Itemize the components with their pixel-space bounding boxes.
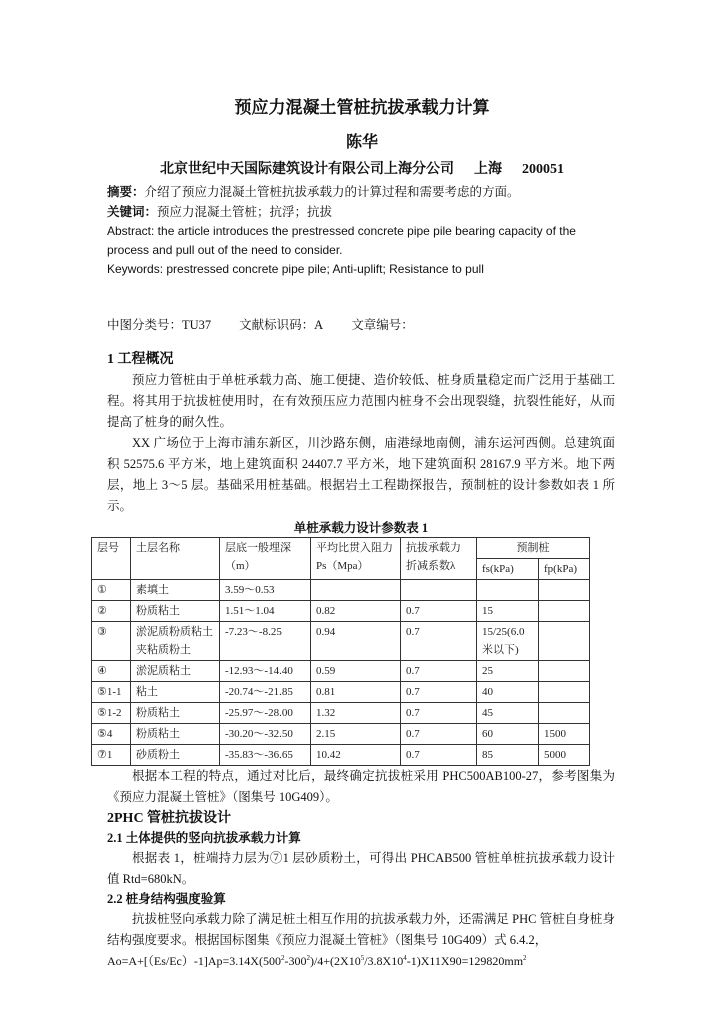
header-cell: 层底一般埋深（m）: [220, 538, 311, 580]
table-cell: -30.20～-32.50: [220, 724, 311, 745]
table-cell: ③: [92, 622, 131, 661]
header-cell: fp(kPa): [539, 559, 590, 580]
table-row: [92, 661, 590, 682]
table-cell: ④: [92, 661, 131, 682]
parameter-table: [91, 537, 590, 766]
table-cell: [539, 580, 590, 601]
header-cell: 抗拔承载力折减系数λ: [401, 538, 477, 580]
table-cell: [539, 622, 590, 661]
table-caption: 单桩承载力设计参数表 1: [293, 521, 429, 535]
doc-code: 文献标识码：A: [239, 318, 324, 332]
table-cell: 0.81: [311, 682, 401, 703]
section21-text: 根据表 1，桩端持力层为⑦1 层砂质粉土，可得出 PHCAB500 管桩单桩抗拔承载力设计值 Rtd=680kN。: [107, 851, 615, 886]
table-cell: 3.59～0.53: [220, 580, 311, 601]
table-cell: 砂质粉土: [131, 745, 220, 766]
table-cell: 0.7: [401, 682, 477, 703]
section1-heading: 1 工程概况: [107, 352, 174, 367]
formula-exp: 2: [523, 954, 527, 962]
table-cell: 粘土: [131, 682, 220, 703]
table-cell: 粉质粘土: [131, 601, 220, 622]
table-cell: ⑤1-1: [92, 682, 131, 703]
formula-part: -1)X11X90=129820mm: [406, 954, 524, 968]
formula: [107, 951, 615, 971]
table-cell: ②: [92, 601, 131, 622]
affiliation-postcode: 200051: [522, 162, 564, 177]
table-cell: 0.7: [401, 661, 477, 682]
affiliation-city: 上海: [474, 162, 502, 177]
table-cell: 2.15: [311, 724, 401, 745]
keywords-text: 预应力混凝土管桩；抗浮；抗拔: [157, 205, 333, 219]
table-header-row: [92, 538, 590, 559]
table-cell: 淤泥质粘土: [131, 661, 220, 682]
table-cell: [539, 682, 590, 703]
abstract-label: 摘要：: [107, 185, 145, 199]
clc-code: 中图分类号：TU37: [107, 318, 212, 332]
section2-heading: 2PHC 管桩抗拔设计: [107, 811, 232, 826]
header-cell: 层号: [92, 538, 131, 580]
table-cell: 1.51～1.04: [220, 601, 311, 622]
table-cell: -25.97～-28.00: [220, 703, 311, 724]
formula-part: -300: [284, 954, 307, 968]
document-title: 预应力混凝土管桩抗拔承载力计算: [234, 98, 490, 117]
table-cell: 15/25(6.0米以下): [477, 622, 539, 661]
table-row: [92, 580, 590, 601]
table-cell: 0.7: [401, 745, 477, 766]
table-cell: 粉质粘土: [131, 724, 220, 745]
formula-part: Ao=A+[（Es/Ec）-1]Ap=3.14X(500: [107, 954, 281, 968]
affiliation: [40, 160, 684, 180]
table-cell: 0.82: [311, 601, 401, 622]
header-cell: 土层名称: [131, 538, 220, 580]
table-row: [92, 724, 590, 745]
header-cell: fs(kPa): [477, 559, 539, 580]
table-cell: 10.42: [311, 745, 401, 766]
table-row: [92, 682, 590, 703]
abstract-en-line1: Abstract: the article introduces the prestressed concrete pipe pile bearing capacity of the: [107, 224, 576, 238]
formula-exp: 5: [360, 954, 365, 962]
keywords-en: Keywords: prestressed concrete pipe pile; Anti-uplift; Resistance to pull: [107, 262, 484, 276]
table-cell: ⑤4: [92, 724, 131, 745]
table-cell: [477, 580, 539, 601]
table-cell: 85: [477, 745, 539, 766]
article-no: 文章编号：: [351, 318, 414, 332]
header-cell: 平均比贯入阻力 Ps（Mpa）: [311, 538, 401, 580]
table-cell: [539, 703, 590, 724]
section22-text: 抗拔桩竖向承载力除了满足桩土相互作用的抗拔承载力外，还需满足 PHC 管桩自身桩身结构强度要求。根据国标图集《预应力混凝土管桩》（图集号 10G409）式 6.4.2，: [107, 912, 615, 947]
abstract-cn: [107, 182, 615, 202]
table-cell: -35.83～-36.65: [220, 745, 311, 766]
table-cell: [311, 580, 401, 601]
table-cell: 0.7: [401, 703, 477, 724]
table-cell: 素填土: [131, 580, 220, 601]
table-cell: ⑤1-2: [92, 703, 131, 724]
header-cell: 预制桩: [477, 538, 590, 559]
table-row: [92, 703, 590, 724]
table-cell: 0.7: [401, 622, 477, 661]
section21-heading: 2.1 土体提供的竖向抗拔承载力计算: [107, 831, 301, 845]
table-cell: [539, 601, 590, 622]
table-cell: -7.23～-8.25: [220, 622, 311, 661]
keywords-cn: [107, 202, 615, 222]
table-cell: ①: [92, 580, 131, 601]
table-cell: 0.94: [311, 622, 401, 661]
after-table-text: 根据本工程的特点，通过对比后，最终确定抗拔桩采用 PHC500AB100-27，参考图集为《预应力混凝土管桩》（图集号 10G409）。: [107, 769, 615, 804]
table-row: [92, 745, 590, 766]
formula-exp: 2: [306, 954, 310, 962]
formula-exp: 2: [280, 954, 285, 962]
table-cell: 45: [477, 703, 539, 724]
author: 陈华: [345, 134, 378, 151]
table-cell: 25: [477, 661, 539, 682]
table-cell: [539, 661, 590, 682]
table-cell: 60: [477, 724, 539, 745]
table-row: [92, 601, 590, 622]
section1-para1: 预应力管桩由于单桩承载力高、施工便捷、造价较低、桩身质量稳定而广泛用于基础工程。将其用于抗拔桩使用时，在有效预压应力范围内桩身不会出现裂缝，抗裂性能好，从而提高了桩身的耐久性。: [107, 373, 615, 429]
table-cell: -20.74～-21.85: [220, 682, 311, 703]
table-cell: -12.93～-14.40: [220, 661, 311, 682]
table-cell: ⑦1: [92, 745, 131, 766]
abstract-text: 介绍了预应力混凝土管桩抗拔承载力的计算过程和需要考虑的方面。: [144, 185, 520, 199]
table-cell: [401, 580, 477, 601]
classification: [107, 315, 615, 335]
keywords-label: 关键词：: [107, 205, 158, 219]
formula-exp: 4: [403, 954, 407, 962]
abstract-en-line2: process and pull out of the need to consider.: [107, 243, 343, 257]
table-cell: 15: [477, 601, 539, 622]
table-cell: 0.59: [311, 661, 401, 682]
section1-para2: XX 广场位于上海市浦东新区，川沙路东侧，庙港绿地南侧，浦东运河西侧。总建筑面积 52575.6 平方米，地上建筑面积 24407.7 平方米，地下建筑面积 28167.9 平方米。地下两层，地上 3～5 层。基础采用桩基础。根据岩土工程勘探报告，预制桩的设计参数如表 1 所示。: [107, 436, 615, 513]
table-cell: 40: [477, 682, 539, 703]
formula-part: )/4+(2X10: [309, 954, 361, 968]
formula-part: /3.8X10: [364, 954, 404, 968]
table-cell: 0.7: [401, 601, 477, 622]
table-cell: 1500: [539, 724, 590, 745]
section22-heading: 2.2 桩身结构强度验算: [107, 892, 226, 906]
table-cell: 粉质粘土: [131, 703, 220, 724]
table-cell: 1.32: [311, 703, 401, 724]
table-cell: 淤泥质粉质粘土夹粘质粉土: [131, 622, 220, 661]
affiliation-org: 北京世纪中天国际建筑设计有限公司上海分公司: [160, 162, 454, 177]
table-cell: 0.7: [401, 724, 477, 745]
table-cell: 5000: [539, 745, 590, 766]
table-row: [92, 622, 590, 661]
